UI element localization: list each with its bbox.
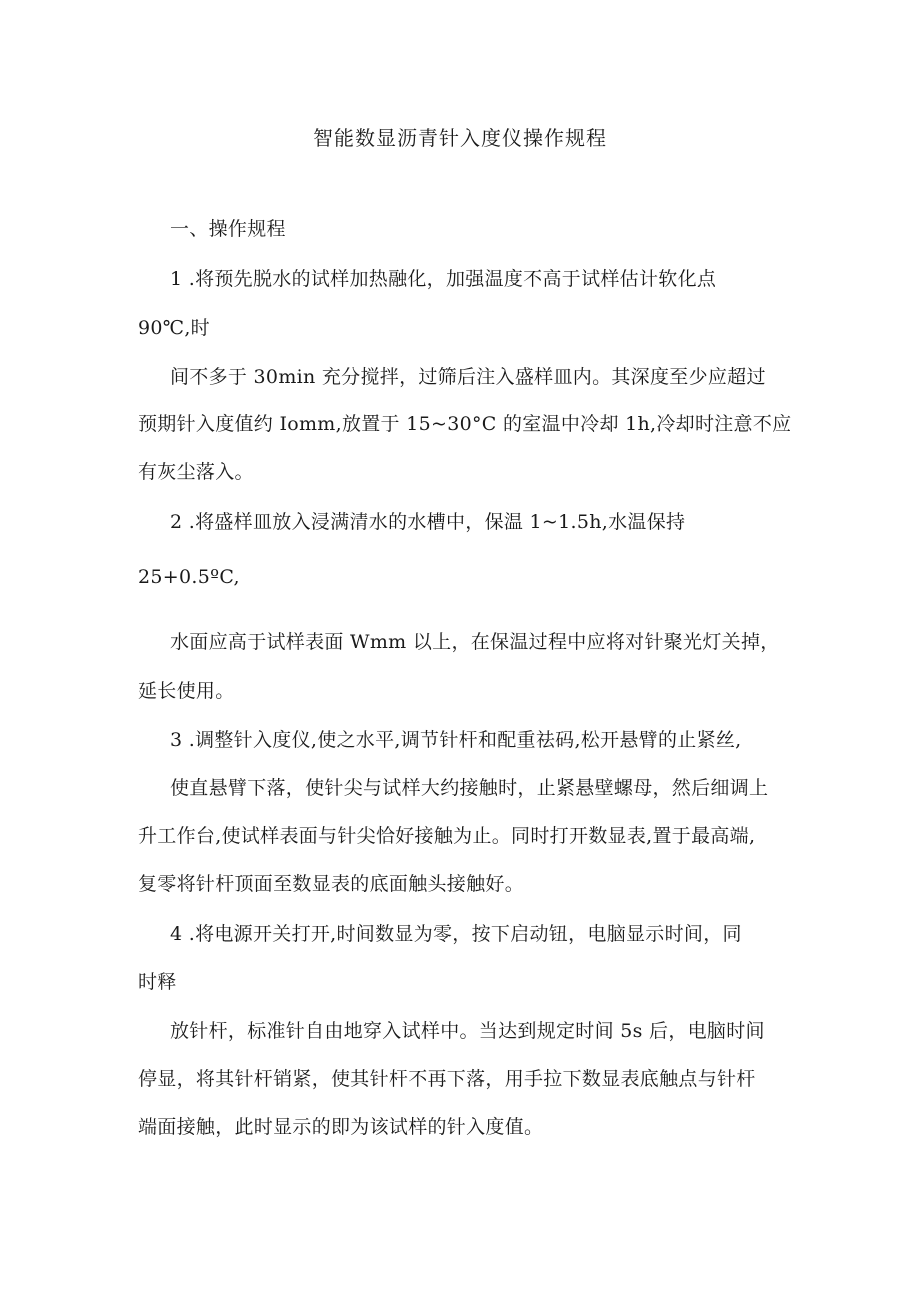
paragraph-line: 停显，将其针杆销紧，使其针杆不再下落，用手拉下数显表底触点与针杆	[138, 1068, 756, 1090]
document-title: 智能数显沥青针入度仪操作规程	[313, 126, 607, 150]
paragraph-line: 90℃,时	[138, 317, 210, 339]
paragraph-line: 预期针入度值约 Iomm,放置于 15~30°C 的室温中冷却 1h,冷却时注意不应	[138, 413, 792, 435]
paragraph-line: 间不多于 30min 充分搅拌，过筛后注入盛样皿内。其深度至少应超过	[170, 366, 766, 388]
paragraph-line: 有灰尘落入。	[138, 461, 254, 483]
section-heading: 一、操作规程	[170, 218, 286, 240]
paragraph-line: 放针杆，标准针自由地穿入试样中。当达到规定时间 5s 后，电脑时间	[170, 1020, 765, 1042]
paragraph-line: 3 .调整针入度仪,使之水平,调节针杆和配重祛码,松开悬臂的止紧丝,	[170, 729, 742, 751]
paragraph-line: 使直悬臂下落，使针尖与试样大约接触时，止紧悬壁螺母，然后细调上	[170, 777, 769, 799]
paragraph-line: 时释	[138, 971, 177, 993]
paragraph-line: 复零将针杆顶面至数显表的底面触头接触好。	[138, 873, 525, 895]
paragraph-line: 延长使用。	[138, 680, 235, 702]
paragraph-line: 端面接触，此时显示的即为该试样的针入度值。	[138, 1116, 544, 1138]
paragraph-line: 25+0.5ºC,	[138, 566, 240, 588]
paragraph-line: 1 .将预先脱水的试样加热融化，加强温度不高于试样估计软化点	[170, 268, 717, 290]
paragraph-line: 水面应高于试样表面 Wmm 以上，在保温过程中应将对针聚光灯关掉，	[170, 631, 780, 653]
paragraph-line: 4 .将电源开关打开,时间数显为零，按下启动钮，电脑显示时间，同	[170, 923, 742, 945]
paragraph-line: 2 .将盛样皿放入浸满清水的水槽中，保温 1~1.5h,水温保持	[170, 511, 686, 533]
paragraph-line: 升工作台,使试样表面与针尖恰好接触为止。同时打开数显表,置于最高端,	[138, 825, 756, 847]
